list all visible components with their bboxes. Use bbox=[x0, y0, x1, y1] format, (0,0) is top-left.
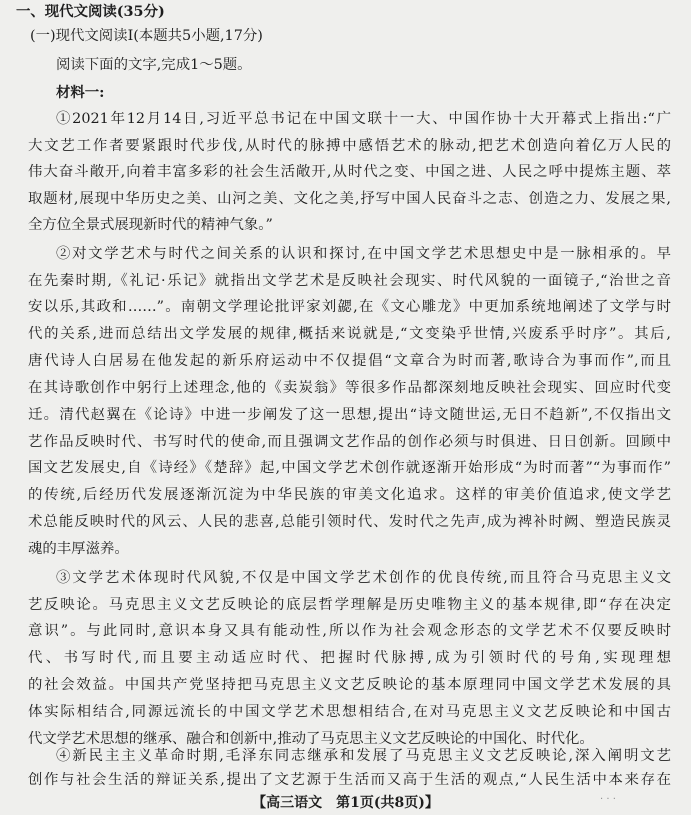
passage-line: 迁。清代赵翼在《论诗》中进一步阐发了这一思想,提出“诗文随世运,无日不趋新”,不仅指出文 bbox=[28, 407, 671, 423]
passage-line: 在先秦时期,《礼记·乐记》就指出文学艺术是反映社会现实、时代风貌的一面镜子,“治世之音 bbox=[28, 273, 671, 289]
passage-line: 全方位全景式展现新时代的精神气象。” bbox=[28, 217, 273, 233]
passage-line: 代的关系,进而总结出文学发展的规律,概括来说就是,“文变染乎世情,兴废系乎时序”。其后, bbox=[28, 326, 671, 342]
passage-line: 安以乐,其政和……”。南朝文学理论批评家刘勰,在《文心雕龙》中更加系统地阐述了文学与时 bbox=[28, 299, 671, 315]
passage-line: 代文学艺术思想的继承、融合和创新中,推动了马克思主义文艺反映论的中国化、时代化。 bbox=[28, 731, 594, 747]
reading-instruction: 阅读下面的文字,完成1～5题。 bbox=[56, 57, 252, 73]
passage-line: 的传统,后经历代发展逐渐沉淀为中华民族的审美文化追求。这样的审美价值追求,使文学艺 bbox=[28, 487, 671, 503]
passage-line: ②对文学艺术与时代之间关系的认识和探讨,在中国文学艺术思想史中是一脉相承的。早 bbox=[56, 246, 671, 262]
passage-line: 创作与社会生活的辩证关系,提出了文艺源于生活而又高于生活的观点,“人民生活中本来存在 bbox=[28, 772, 671, 788]
passage-line: 艺反映论。马克思主义文艺反映论的底层哲学理解是历史唯物主义的基本规律,即“存在决定 bbox=[28, 597, 671, 613]
passage-line: 魂的丰厚滋养。 bbox=[28, 541, 129, 557]
passage-line: 唐代诗人白居易在他发起的新乐府运动中不仅提倡“文章合为时而著,歌诗合为事而作”,而且 bbox=[28, 353, 671, 369]
passage-line: 伟大奋斗敞开,向着丰富多彩的社会生活敞开,从时代之变、中国之进、人民之呼中提炼主题、萃 bbox=[28, 164, 671, 180]
print-smudge: · · · bbox=[600, 794, 616, 805]
passage-line: 的社会效益。中国共产党坚持把马克思主义文艺反映论的基本原理同中国文学艺术发展的具 bbox=[28, 677, 671, 693]
passage-line: 在其诗歌创作中躬行上述理念,他的《卖炭翁》等很多作品都深刻地反映社会现实、回应时代变 bbox=[28, 380, 671, 396]
passage-line: ①2021年12月14日,习近平总书记在中国文联十一大、中国作协十大开幕式上指出:“广 bbox=[56, 111, 671, 127]
passage-line: 取题材,展现中华历史之美、山河之美、文化之美,抒写中国人民奋斗之志、创造之力、发展之果, bbox=[28, 191, 671, 207]
passage-line: 意识”。与此同时,意识本身又具有能动性,所以作为社会观念形态的文学艺术不仅要反映时 bbox=[28, 623, 671, 639]
passage-line: 国文艺发展史,自《诗经》《楚辞》起,中国文学艺术创作就逐渐开始形成“为时而著”“为事而作” bbox=[28, 460, 671, 476]
page-footer: 【高三语文 第1页(共8页)】 bbox=[252, 795, 439, 811]
subsection-heading: (一)现代文阅读Ⅰ(本题共5小题,17分) bbox=[30, 28, 263, 44]
passage-line: ③文学艺术体现时代风貌,不仅是中国文学艺术创作的优良传统,而且符合马克思主义文 bbox=[56, 570, 671, 586]
passage-line: 术总能反映时代的风云、人民的悲喜,总能引领时代、发时代之先声,成为裨补时阙、塑造民族灵 bbox=[28, 514, 671, 530]
passage-line: 大文艺工作者要紧跟时代步伐,从时代的脉搏中感悟艺术的脉动,把艺术创造向着亿万人民的 bbox=[28, 138, 671, 154]
passage-line: 艺作品反映时代、书写时代的使命,而且强调文艺作品的创作必须与时俱进、日日创新。回顾中 bbox=[28, 434, 671, 450]
section-heading: 一、现代文阅读(35分) bbox=[16, 3, 165, 20]
passage-line: 代、书写时代,而且要主动适应时代、把握时代脉搏,成为引领时代的号角,实现理想 bbox=[28, 650, 671, 666]
passage-line: ④新民主主义革命时期,毛泽东同志继承和发展了马克思主义文艺反映论,深入阐明文艺 bbox=[56, 748, 671, 764]
material-label: 材料一: bbox=[56, 84, 105, 101]
passage-line: 体实际相结合,同源远流长的中国文学艺术思想相结合,在对马克思主义文艺反映论和中国古 bbox=[28, 704, 671, 720]
